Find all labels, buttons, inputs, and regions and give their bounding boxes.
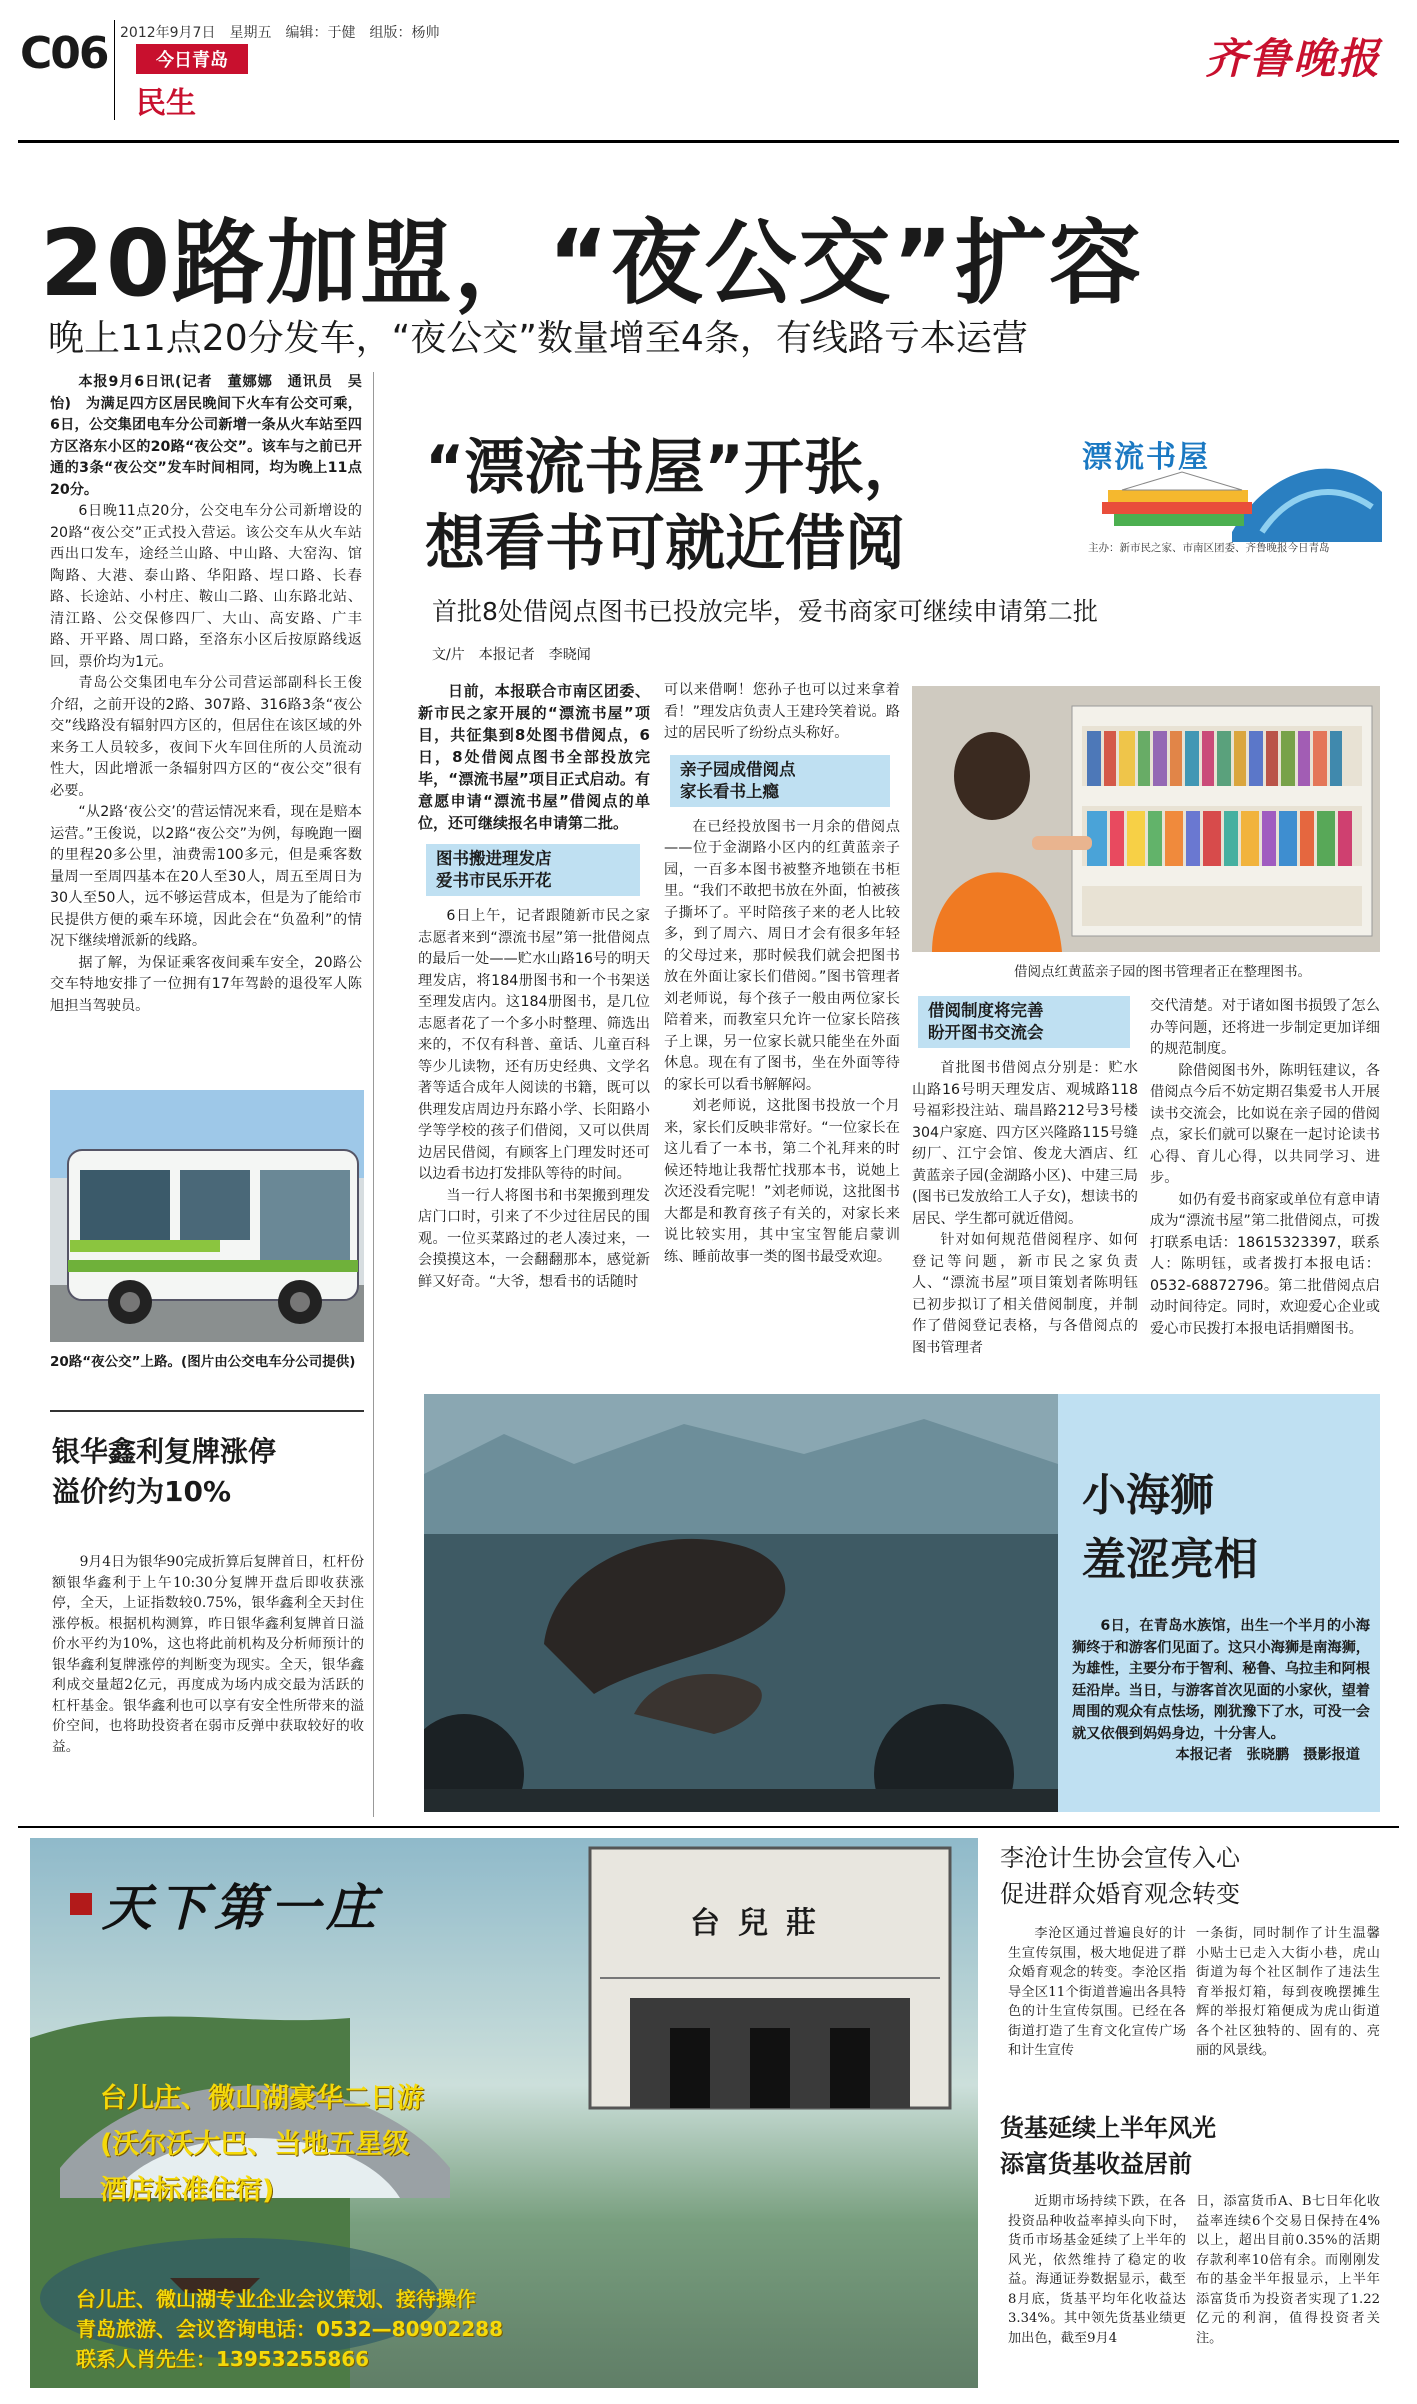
body-paragraph: 李沧区通过普遍良好的计生宣传氛围，极大地促进了群众婚育观念的转变。李沧区指导全区11个街道普遍出各具特色的计生宣传氛围。已经在各街道打造了生育文化宣传广场和计生宣传 bbox=[1008, 1926, 1186, 2058]
section-tag: 今日青岛 bbox=[136, 44, 248, 74]
bookhouse-headline bbox=[425, 430, 924, 582]
bookhouse-headline-line2: 想看书可就近借阅 bbox=[425, 509, 905, 579]
bookhouse-subhead-3: 借阅制度将完善 盼开图书交流会 bbox=[918, 996, 1130, 1048]
body-paragraph: 除借阅图书外，陈明钰建议，各借阅点今后不妨定期召集爱书人开展读书交流会，比如说在亲子园的借阅点，家长们就可以聚在一起讨论读书心得、育儿心得，以共同学习、进步。 bbox=[1150, 1062, 1380, 1186]
fund-headline bbox=[1000, 2110, 1380, 2182]
fund-headline-line2: 添富货基收益居前 bbox=[1000, 2150, 1192, 2178]
bookhouse-col2 bbox=[664, 680, 900, 1268]
body-paragraph: 针对如何规范借阅程序、如何登记等问题，新市民之家负责人、“漂流书屋”项目策划者陈明钰已初步拟订了相关借阅制度，并制作了借阅登记表格，与各借阅点的图书管理者 bbox=[912, 1232, 1138, 1356]
lead-headline: 20路加盟，“夜公交”扩容 bbox=[40, 210, 1143, 317]
ad-offer bbox=[100, 2076, 424, 2214]
ad-line2: (沃尔沃大巴、当地五星级 bbox=[100, 2129, 410, 2160]
body-paragraph: 近期市场持续下跌，在各投资品种收益率掉头向下时，货币市场基金延续了上半年的风光，依然维持了稳定的收益。海通证券数据显示，截至8月底，货基平均年化收益达3.34%。其中领先货基业绩更加出色，截至9月4 bbox=[1008, 2194, 1186, 2346]
body-paragraph: 首批图书借阅点分别是：贮水山路16号明天理发店、观城路118号福彩投注站、瑞昌路212号3号楼304户家庭、四方区兴隆路115号缝纫厂、江宁会馆、俊龙大酒店、红黄蓝亲子园(金湖路小区)、中建三局(图书已发放给工人子女)，想读书的居民、学生都可就近借阅。 bbox=[912, 1060, 1138, 1227]
library-photo bbox=[912, 686, 1380, 952]
sealion-paragraph: 6日，在青岛水族馆，出生一个半月的小海狮终于和游客们见面了。这只小海狮是南海狮，为雄性，主要分布于智利、秘鲁、乌拉圭和阿根廷沿岸。当日，与游客首次见面的小家伙，望着周围的观众有点怯场，刚犹豫下了水，可没一会就又依偎到妈妈身边，十分害人。 bbox=[1072, 1618, 1370, 1742]
body-paragraph: 一条街，同时制作了计生温馨小贴士已走入大街小巷，虎山街道为每个社区制作了违法生育举报灯箱，每到夜晚摆摊生辉的举报灯箱便成为虎山街道各个社区独特的、固有的、亮丽的风景线。 bbox=[1196, 1926, 1380, 2058]
jicheng-col1 bbox=[1008, 1924, 1186, 2061]
jicheng-headline-line1: 李沧计生协会宣传入心 bbox=[1000, 1844, 1240, 1872]
stock-headline-line1: 银华鑫利复牌涨停 bbox=[52, 1435, 277, 1468]
bookhouse-subhead-2: 亲子园成借阅点 家长看书上瘾 bbox=[670, 755, 890, 807]
body-paragraph: 刘老师说，这批图书投放一个月来，家长们反映非常好。“一位家长在这儿看了一本书，第二个礼拜来的时候还特地让我帮忙找那本书，说她上次还没看完呢！”刘老师说，这批图书大都是和教育孩子有关的，对家长来说比较实用，其中宝宝智能启蒙训练、睡前故事一类的图书最受欢迎。 bbox=[664, 1098, 900, 1265]
body-paragraph: 可以来借啊！您孙子也可以过来拿着看！”理发店负责人王建玲笑着说。路过的居民听了纷纷点头称好。 bbox=[664, 682, 900, 741]
bookhouse-headline-line1: “漂流书屋”开张， bbox=[425, 433, 924, 503]
fund-headline-line1: 货基延续上半年风光 bbox=[1000, 2114, 1216, 2142]
ad-footer1: 台儿庄、微山湖专业企业会议策划、接待操作 bbox=[76, 2287, 476, 2311]
stock-paragraph: 9月4日为银华90完成折算后复牌首日，杠杆份额银华鑫利于上午10:30分复牌开盘后即收获涨停，全天，上证指数较0.75%，银华鑫利全天封住涨停板。根据机构测算，昨日银华鑫利复牌首日溢价水平约为10%，这也将此前机构及分析师预计的银华鑫利复牌涨停的判断变为现实。全天，银华鑫利成交量超2亿元，再度成为场内成交最为活跃的杠杆基金。银华鑫利也可以享有安全性所带来的溢价空间，也将助投资者在弱市反弹中获取较好的收益。 bbox=[52, 1554, 364, 1755]
bus-illustration bbox=[50, 1090, 364, 1342]
travel-ad bbox=[30, 1838, 978, 2388]
sealion-headline bbox=[1082, 1464, 1258, 1592]
lead-subheadline: 晚上11点20分发车，“夜公交”数量增至4条，有线路亏本运营 bbox=[48, 318, 1028, 359]
fund-col2 bbox=[1196, 2192, 1380, 2348]
bookhouse-subheadline: 首批8处借阅点图书已投放完毕，爱书商家可继续申请第二批 bbox=[432, 597, 1098, 626]
bus-photo bbox=[50, 1090, 364, 1342]
divider bbox=[50, 1410, 364, 1412]
bookhouse-col1 bbox=[418, 680, 650, 1293]
sealion-body bbox=[1072, 1616, 1370, 1767]
masthead-logo: 齐鲁晚报 bbox=[1204, 34, 1381, 83]
page-number: C06 bbox=[20, 28, 108, 79]
bookhouse-byline: 文/片 本报记者 李晓闻 bbox=[432, 647, 591, 663]
body-paragraph: 据了解，为保证乘客夜间乘车安全，20路公交车特地安排了一位拥有17年驾龄的退役军人陈旭担当驾驶员。 bbox=[50, 954, 362, 1014]
sealion-illustration bbox=[424, 1394, 1058, 1812]
bookhouse-col4 bbox=[1150, 996, 1380, 1340]
sealion-textbox bbox=[1058, 1394, 1380, 1812]
lead-paragraph: 本报9月6日讯(记者 董娜娜 通讯员 吴怡) 为满足四方区居民晚间下火车有公交可乘，6日，公交集团电车分公司新增一条从火车站至四方区洛东小区的20路“夜公交”。该车与之前已开通的3条“夜公交”发车时间相同，均为晚上11点20分。 bbox=[50, 374, 362, 498]
sealion-byline: 本报记者 张晓鹏 摄影报道 bbox=[1175, 1747, 1360, 1763]
column-divider bbox=[373, 372, 374, 1817]
stock-body bbox=[52, 1552, 364, 1757]
bottom-rule bbox=[18, 1826, 1399, 1828]
ad-signboard: 台兒莊 bbox=[690, 1906, 834, 1941]
date-line: 2012年9月7日 星期五 编辑：于健 组版：杨帅 bbox=[120, 25, 440, 41]
body-paragraph: 交代清楚。对于诸如图书损毁了怎么办等问题，还将进一步制定更加详细的规范制度。 bbox=[1150, 998, 1380, 1057]
bookhouse-subhead-1: 图书搬进理发店 爱书市民乐开花 bbox=[426, 844, 640, 896]
bus-photo-caption: 20路“夜公交”上路。(图片由公交电车分公司提供) bbox=[50, 1354, 356, 1370]
jicheng-headline bbox=[1000, 1840, 1380, 1912]
jicheng-col2 bbox=[1196, 1924, 1380, 2061]
fund-col1 bbox=[1008, 2192, 1186, 2348]
stock-headline-line2: 溢价约为10% bbox=[52, 1475, 232, 1508]
body-paragraph: “从2路‘夜公交’的营运情况来看，现在是赔本运营。”王俊说，以2路“夜公交”为例，每晚跑一圈的里程20多公里，油费需100多元，但是乘客数量周一至周四基本在20人至30人，周五至周日为30人至50人，远不够运营成本，但是为了能给市民提供方便的乘车环境，因此会在“负盈利”的情况下继续增派新的线路。 bbox=[50, 804, 362, 949]
ad-line1: 台儿庄、微山湖豪华二日游 bbox=[100, 2083, 424, 2114]
jicheng-headline-line2: 促进群众婚育观念转变 bbox=[1000, 1880, 1240, 1908]
body-paragraph: 6日上午，记者跟随新市民之家志愿者来到“漂流书屋”第一批借阅点的最后一处——贮水山路16号的明天理发店，将184册图书和一个书架送至理发店内。这184册图书，是几位志愿者花了一个多小时整理、筛选出来的，不仅有科普、童话、儿童百科等少儿读物，还有历史经典、文学名著等适合成年人阅读的书籍，既可以供理发店周边丹东路小学、长阳路小学等学校的孩子们借阅，又可以供周边居民借阅，有顾客上门理发时还可以边看书边打发排队等待的时间。 bbox=[418, 908, 650, 1182]
sealion-headline-line1: 小海狮 bbox=[1082, 1470, 1214, 1521]
ad-footer2: 青岛旅游、会议咨询电话：0532—80902288 bbox=[76, 2317, 503, 2341]
lead-story-body bbox=[50, 372, 362, 1017]
bookhouse-col3 bbox=[912, 996, 1138, 1359]
body-paragraph: 6日晚11点20分，公交电车分公司新增设的20路“夜公交”正式投入营运。该公交车从火车站西出口发车，途经兰山路、中山路、大窑沟、馆陶路、大港、泰山路、华阳路、埕口路、长春路、长途站、小村庄、鞍山二路、山东路北站、清江路、公交保修四厂、大山、高安路、广丰路、开平路、周口路，至洛东小区后按原路线返回，票价均为1元。 bbox=[50, 503, 362, 670]
bookhouse-logo bbox=[1082, 432, 1382, 562]
logo-title: 漂流书屋 bbox=[1082, 440, 1210, 475]
sealion-photo bbox=[424, 1394, 1058, 1812]
bookhouse-lead: 日前，本报联合市南区团委、新市民之家开展的“漂流书屋”项目，共征集到8处图书借阅点，6日，8处借阅点图书全部投放完毕，“漂流书屋”项目正式启动。有意愿申请“漂流书屋”借阅点的单位，还可继续报名申请第二批。 bbox=[418, 682, 650, 832]
stock-headline bbox=[52, 1432, 366, 1512]
bookshelf-illustration bbox=[912, 686, 1380, 952]
header-rule bbox=[18, 140, 1399, 143]
sealion-headline-line2: 羞涩亮相 bbox=[1082, 1534, 1258, 1585]
body-paragraph: 日，添富货币A、B七日年化收益率连续6个交易日保持在4%以上，超出目前0.35%的活期存款利率10倍有余。而刚刚发布的基金半年报显示，上半年添富货币为投资者实现了1.22亿元的利润，值得投资者关注。 bbox=[1196, 2194, 1380, 2346]
seal-icon bbox=[70, 1893, 92, 1915]
ad-footer3: 联系人肖先生：13953255866 bbox=[76, 2347, 370, 2371]
ad-brand bbox=[70, 1868, 382, 1940]
ad-line3: 酒店标准住宿) bbox=[100, 2175, 275, 2206]
logo-sponsor: 主办：新市民之家、市南区团委、齐鲁晚报今日青岛 bbox=[1088, 542, 1330, 554]
body-paragraph: 当一行人将图书和书架搬到理发店门口时，引来了不少过往居民的围观。一位买菜路过的老人凑过来，一会摸摸这本，一会翻翻那本，感觉新鲜又好奇。“大爷，想看书的话随时 bbox=[418, 1187, 650, 1290]
body-paragraph: 在已经投放图书一月余的借阅点——位于金湖路小区内的红黄蓝亲子园，一百多本图书被整齐地锁在书柜里。“我们不敢把书放在外面，怕被孩子撕坏了。平时陪孩子来的老人比较多，到了周六、周日才会有很多年轻的父母过来，那时候我们就会把图书放在外面让家长们借阅。”图书管理者刘老师说，每个孩子一般由两位家长陪着来，而教室只允许一位家长陪孩子上课，另一位家长就只能坐在外面休息。现在有了图书，坐在外面等待的家长可以看书解解闷。 bbox=[664, 818, 900, 1093]
body-paragraph: 如仍有爱书商家或单位有意申请成为“漂流书屋”第二批借阅点，可拨打联系电话：18615323397，联系人：陈明钰，或者拨打本报电话：0532-68872796。第二批借阅点启动时间待定。同时，欢迎爱心企业或爱心市民拨打本报电话捐赠图书。 bbox=[1150, 1191, 1380, 1337]
ad-brand-text: 天下第一庄 bbox=[102, 1878, 382, 1937]
body-paragraph: 青岛公交集团电车分公司营运部副科长王俊介绍，之前开设的2路、307路、316路3条“夜公交”线路没有辐射四方区的，但居住在该区域的外来务工人员较多，夜间下火车回住所的人员流动性大，因此增派一条辐射四方区的“夜公交”很有必要。 bbox=[50, 675, 362, 799]
section-name: 民生 bbox=[136, 86, 196, 121]
ad-contact bbox=[76, 2284, 503, 2374]
library-photo-caption: 借阅点红黄蓝亲子园的图书管理者正在整理图书。 bbox=[1014, 964, 1311, 980]
header-divider bbox=[114, 20, 115, 120]
